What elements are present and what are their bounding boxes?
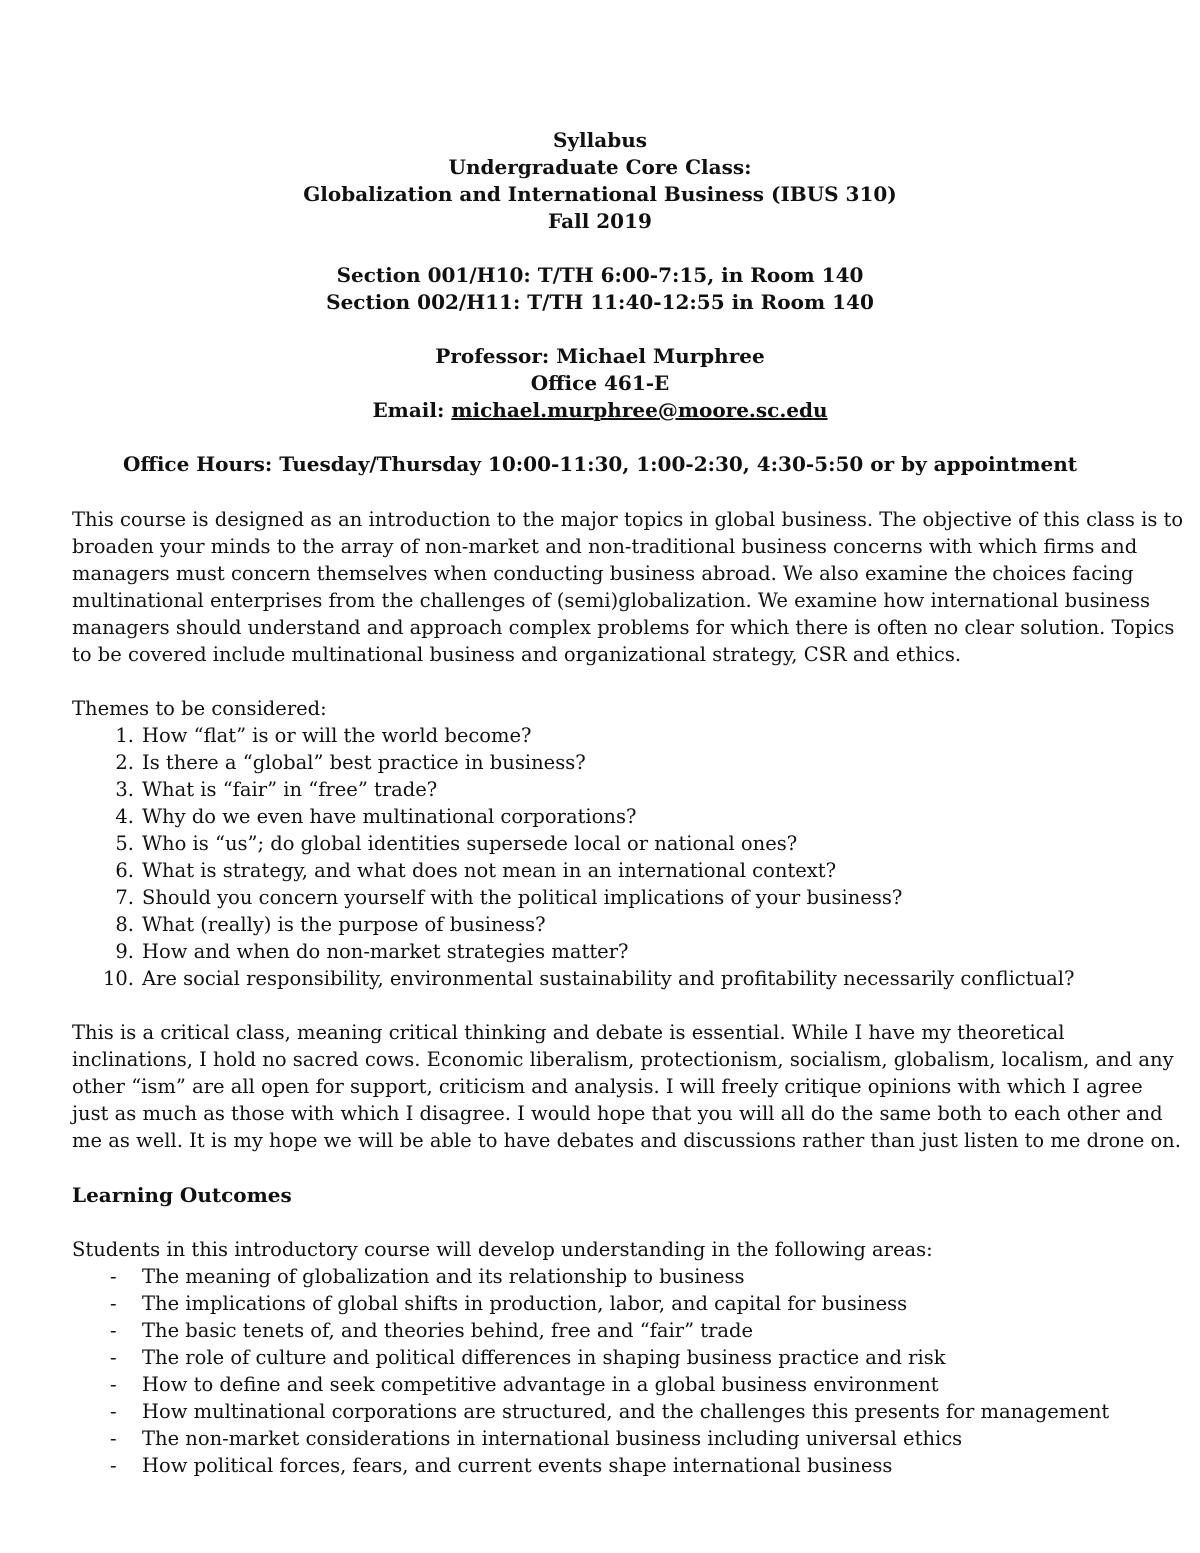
list-number: 7. [115, 886, 134, 909]
list-item [72, 1452, 1142, 1479]
list-item [72, 857, 1142, 884]
office-hours: Office Hours: Tuesday/Thursday 10:00-11:30, 1:00-2:30, 4:30-5:50 or by appointment [122, 452, 1077, 476]
list-item-text: How political forces, fears, and current events shape international business [142, 1454, 893, 1477]
list-number: 4. [115, 805, 134, 828]
list-item [72, 722, 1142, 749]
list-number: 5. [115, 832, 134, 855]
list-item-text: Are social responsibility, environmental sustainability and profitability necessarily conflictual? [142, 967, 1075, 990]
list-item [72, 1371, 1142, 1398]
bullet-dash: - [110, 1265, 117, 1288]
doc-title: Syllabus [552, 128, 647, 152]
list-number: 6. [115, 859, 134, 882]
critical-class-paragraph [72, 1019, 1181, 1154]
list-item [72, 776, 1142, 803]
list-item [72, 965, 1142, 992]
description-line: managers should understand and approach complex problems for which there is often no clear solution. Topics [72, 616, 1175, 639]
paragraph-line: me as well. It is my hope we will be able to have debates and discussions rather than just listen to me drone on. [72, 1129, 1181, 1152]
themes-list [72, 722, 1142, 992]
description-line: broaden your minds to the array of non-market and non-traditional business concerns with which firms and [72, 535, 1138, 558]
syllabus-header [0, 127, 1200, 478]
list-item [72, 1344, 1142, 1371]
list-item-text: The non-market considerations in international business including universal ethics [142, 1427, 963, 1450]
email-label: Email: [372, 398, 452, 422]
list-item [72, 749, 1142, 776]
email-link[interactable]: michael.murphree@moore.sc.edu [451, 398, 828, 422]
list-item-text: How and when do non-market strategies matter? [142, 940, 629, 963]
bullet-dash: - [110, 1319, 117, 1342]
bullet-dash: - [110, 1346, 117, 1369]
paragraph-line: This is a critical class, meaning critical thinking and debate is essential. While I have my theoretical [72, 1021, 1065, 1044]
list-item-text: How “flat” is or will the world become? [142, 724, 532, 747]
list-number: 2. [115, 751, 134, 774]
paragraph-line: other “ism” are all open for support, criticism and analysis. I will freely critique opinions with which I agree [72, 1075, 1143, 1098]
spacer [0, 235, 1200, 262]
bullet-dash: - [110, 1427, 117, 1450]
outcomes-list [72, 1263, 1142, 1479]
list-item-text: What is strategy, and what does not mean in an international context? [142, 859, 837, 882]
email-line [0, 397, 1200, 424]
bullet-dash: - [110, 1400, 117, 1423]
description-line: managers must concern themselves when conducting business abroad. We also examine the choices facing [72, 562, 1134, 585]
list-item-text: Why do we even have multinational corporations? [142, 805, 637, 828]
spacer [0, 424, 1200, 451]
list-number: 9. [115, 940, 134, 963]
course-name: Globalization and International Business (IBUS 310) [303, 182, 897, 206]
doc-subtitle: Undergraduate Core Class: [448, 155, 752, 179]
list-item [72, 1290, 1142, 1317]
list-item [72, 1263, 1142, 1290]
list-item [72, 1425, 1142, 1452]
list-item-text: What is “fair” in “free” trade? [142, 778, 438, 801]
outcomes-intro: Students in this introductory course will develop understanding in the following areas: [72, 1238, 933, 1261]
list-item-text: The implications of global shifts in production, labor, and capital for business [142, 1292, 908, 1315]
paragraph-line: inclinations, I hold no sacred cows. Economic liberalism, protectionism, socialism, globalism, localism, and any [72, 1048, 1174, 1071]
list-item [72, 803, 1142, 830]
bullet-dash: - [110, 1454, 117, 1477]
list-item [72, 884, 1142, 911]
themes-label: Themes to be considered: [72, 697, 327, 720]
list-number: 10. [102, 967, 134, 990]
list-item-text: What (really) is the purpose of business? [142, 913, 546, 936]
section-002: Section 002/H11: T/TH 11:40-12:55 in Room 140 [326, 290, 874, 314]
spacer [0, 316, 1200, 343]
paragraph-line: just as much as those with which I disagree. I would hope that you will all do the same both to each other and [72, 1102, 1163, 1125]
list-item [72, 911, 1142, 938]
list-number: 1. [115, 724, 134, 747]
course-description [72, 506, 1184, 668]
description-line: This course is designed as an introduction to the major topics in global business. The objective of this class is to [72, 508, 1184, 531]
list-item [72, 830, 1142, 857]
list-item-text: Is there a “global” best practice in business? [142, 751, 586, 774]
list-item [72, 1398, 1142, 1425]
description-line: multinational enterprises from the challenges of (semi)globalization. We examine how international business [72, 589, 1151, 612]
description-line: to be covered include multinational business and organizational strategy, CSR and ethics. [72, 643, 962, 666]
list-item-text: Should you concern yourself with the political implications of your business? [142, 886, 903, 909]
bullet-dash: - [110, 1373, 117, 1396]
professor-name: Professor: Michael Murphree [435, 344, 765, 368]
course-term: Fall 2019 [548, 209, 652, 233]
list-item-text: Who is “us”; do global identities supersede local or national ones? [142, 832, 798, 855]
section-001: Section 001/H10: T/TH 6:00-7:15, in Room 140 [336, 263, 864, 287]
list-item-text: How to define and seek competitive advantage in a global business environment [142, 1373, 939, 1396]
list-item-text: How multinational corporations are structured, and the challenges this presents for management [142, 1400, 1110, 1423]
list-item-text: The meaning of globalization and its relationship to business [142, 1265, 745, 1288]
list-item [72, 938, 1142, 965]
learning-outcomes-heading: Learning Outcomes [72, 1183, 292, 1207]
list-item-text: The basic tenets of, and theories behind, free and “fair” trade [142, 1319, 754, 1342]
list-number: 3. [115, 778, 134, 801]
list-item [72, 1317, 1142, 1344]
list-item-text: The role of culture and political differences in shaping business practice and risk [142, 1346, 946, 1369]
bullet-dash: - [110, 1292, 117, 1315]
list-number: 8. [115, 913, 134, 936]
office-location: Office 461-E [530, 371, 670, 395]
